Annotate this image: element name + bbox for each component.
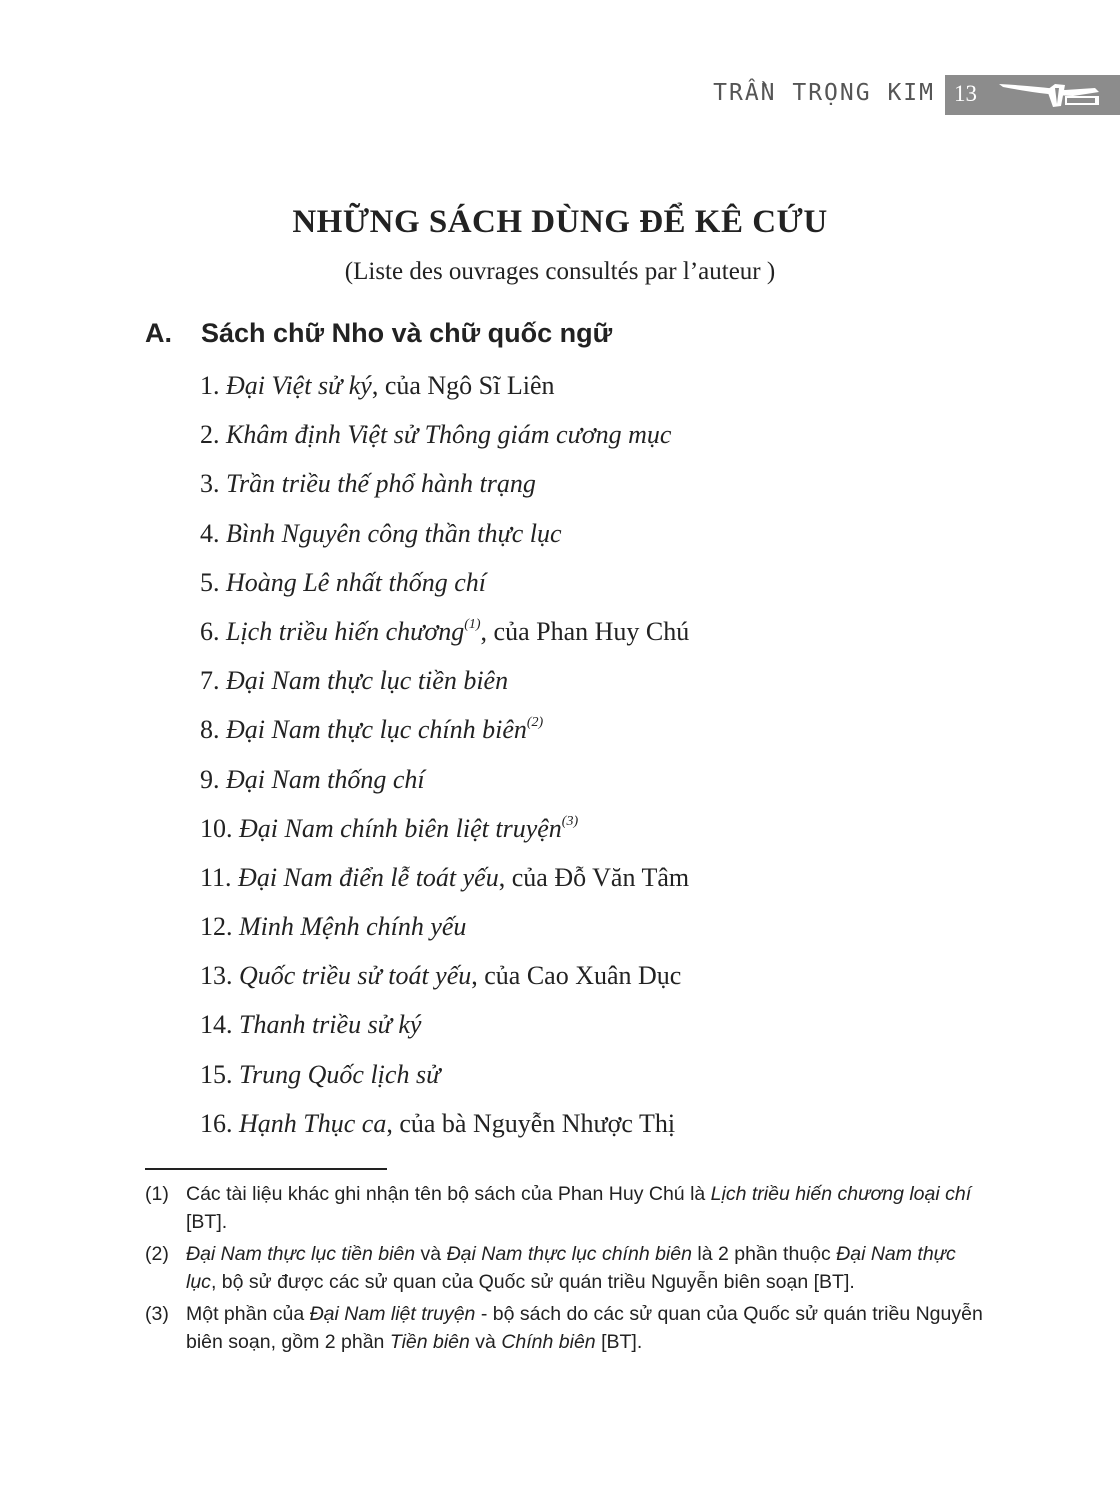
book-title: Lịch triều hiến chương [226,616,465,646]
book-author: , của Phan Huy Chú [480,616,690,646]
book-item [200,564,689,613]
book-item [200,1056,689,1105]
book-title: Hoàng Lê nhất thống chí [226,567,486,597]
brush-ornament-icon [995,76,1110,112]
footnote-text-part: [BT]. [186,1211,228,1233]
section-letter: A. [145,318,172,348]
footnote-ref: (3) [561,813,579,829]
footnote-book-title: Chính biên [501,1331,596,1353]
footnote-text-part: và [415,1243,447,1265]
footnote-text-part: Một phần của [186,1303,310,1325]
book-number: 13. [200,961,233,991]
footnote-ref: (1) [464,616,481,632]
footnote-mark: (1) [145,1183,169,1205]
book-title: Hạnh Thục ca [239,1108,387,1138]
book-number: 4. [200,518,220,548]
book-number: 14. [200,1010,233,1040]
footnotes [145,1180,985,1360]
book-title: Đại Việt sử ký [226,371,372,400]
book-item [200,613,689,662]
footnote-text-part: Các tài liệu khác ghi nhận tên bộ sách của Phan Huy Chú là [186,1183,711,1205]
book-title: Trần triều thế phổ hành trạng [226,469,536,499]
footnote-text-part: [BT]. [595,1331,643,1353]
book-item [200,367,689,416]
book-number: 2. [200,420,220,450]
section-heading [145,318,612,349]
footnote-divider [145,1168,387,1170]
book-title: Đại Nam thực lục tiền biên [226,666,509,696]
book-title: Bình Nguyên công thần thực lục [226,518,562,548]
book-number: 7. [200,666,220,696]
book-number: 3. [200,469,220,499]
book-number: 8. [200,715,220,745]
footnote-book-title: Đại Nam thực lục chính biên [446,1243,692,1265]
book-item [200,416,689,465]
footnote-text-part: là 2 phần thuộc [691,1243,837,1265]
footnote [145,1240,985,1296]
footnote-text-part: , bộ sử được các sử quan của Quốc sử quán triều Nguyễn biên soạn [BT]. [210,1271,855,1293]
footnote-book-title: Tiền biên [389,1331,470,1353]
book-number: 9. [200,764,220,794]
footnote-text-part: và [469,1331,502,1353]
book-number: 16. [200,1108,233,1138]
book-title: Quốc triều sử toát yếu [239,961,472,991]
book-item [200,810,689,859]
book-title: Thanh triều sử ký [239,1010,422,1040]
footnote-book-title: Đại Nam thực lục tiền biên [186,1243,416,1265]
footnote [145,1300,985,1356]
book-number: 15. [200,1059,233,1089]
book-list [200,367,689,1154]
book-number: 10. [200,813,233,843]
book-title: Đại Nam điển lễ toát yếu [238,862,499,892]
section-title: Sách chữ Nho và chữ quốc ngữ [201,318,613,348]
book-item [200,1105,689,1154]
page-subtitle: (Liste des ouvrages consultés par l’auteur ) [344,258,776,285]
book-title: Đại Nam thực lục chính biên [226,715,527,745]
book-author: , của bà Nguyễn Nhược Thị [386,1108,676,1138]
book-author: , của Cao Xuân Dục [471,961,682,991]
book-item [200,711,689,760]
running-header-author: TRẦN TRỌNG KIM [713,80,935,106]
book-title: Minh Mệnh chính yếu [239,912,467,942]
book-item [200,859,689,908]
footnote-book-title: Đại Nam thực lục [186,1243,956,1293]
page-title: NHỮNG SÁCH DÙNG ĐỂ KÊ CỨU [292,204,828,240]
book-item [200,465,689,514]
footnote-mark: (2) [145,1243,169,1265]
footnote-book-title: Lịch triều hiến chương loại chí [710,1183,972,1205]
book-number: 11. [200,862,232,892]
book-item [200,908,689,957]
footnote-ref: (2) [526,715,544,731]
book-title: Khâm định Việt sử Thông giám cương mục [226,420,672,450]
footnote [145,1180,985,1236]
footnote-text-part: - bộ sách do các sử quan của Quốc sử quán triều Nguyễn biên soạn, gồm 2 phần [186,1303,983,1353]
footnote-book-title: Đại Nam liệt truyện [309,1303,476,1325]
book-title: Trung Quốc lịch sử [239,1059,441,1089]
book-item [200,957,689,1006]
book-number: 6. [200,616,220,646]
footnote-text [186,1300,985,1356]
book-title: Đại Nam thống chí [226,764,425,794]
book-number: 5. [200,567,220,597]
book-author: , của Ngô Sĩ Liên [371,371,555,400]
book-title: Đại Nam chính biên liệt truyện [239,813,562,843]
book-number: 12. [200,912,233,942]
book-item [200,1006,689,1055]
footnote-mark: (3) [145,1303,169,1325]
page-number: 13 [954,81,977,106]
footnote-text [186,1180,985,1236]
book-item [200,662,689,711]
book-number: 1. [200,371,220,400]
footnote-text [186,1240,985,1296]
book-author: , của Đỗ Văn Tâm [498,862,690,892]
book-item [200,515,689,564]
book-item [200,761,689,810]
